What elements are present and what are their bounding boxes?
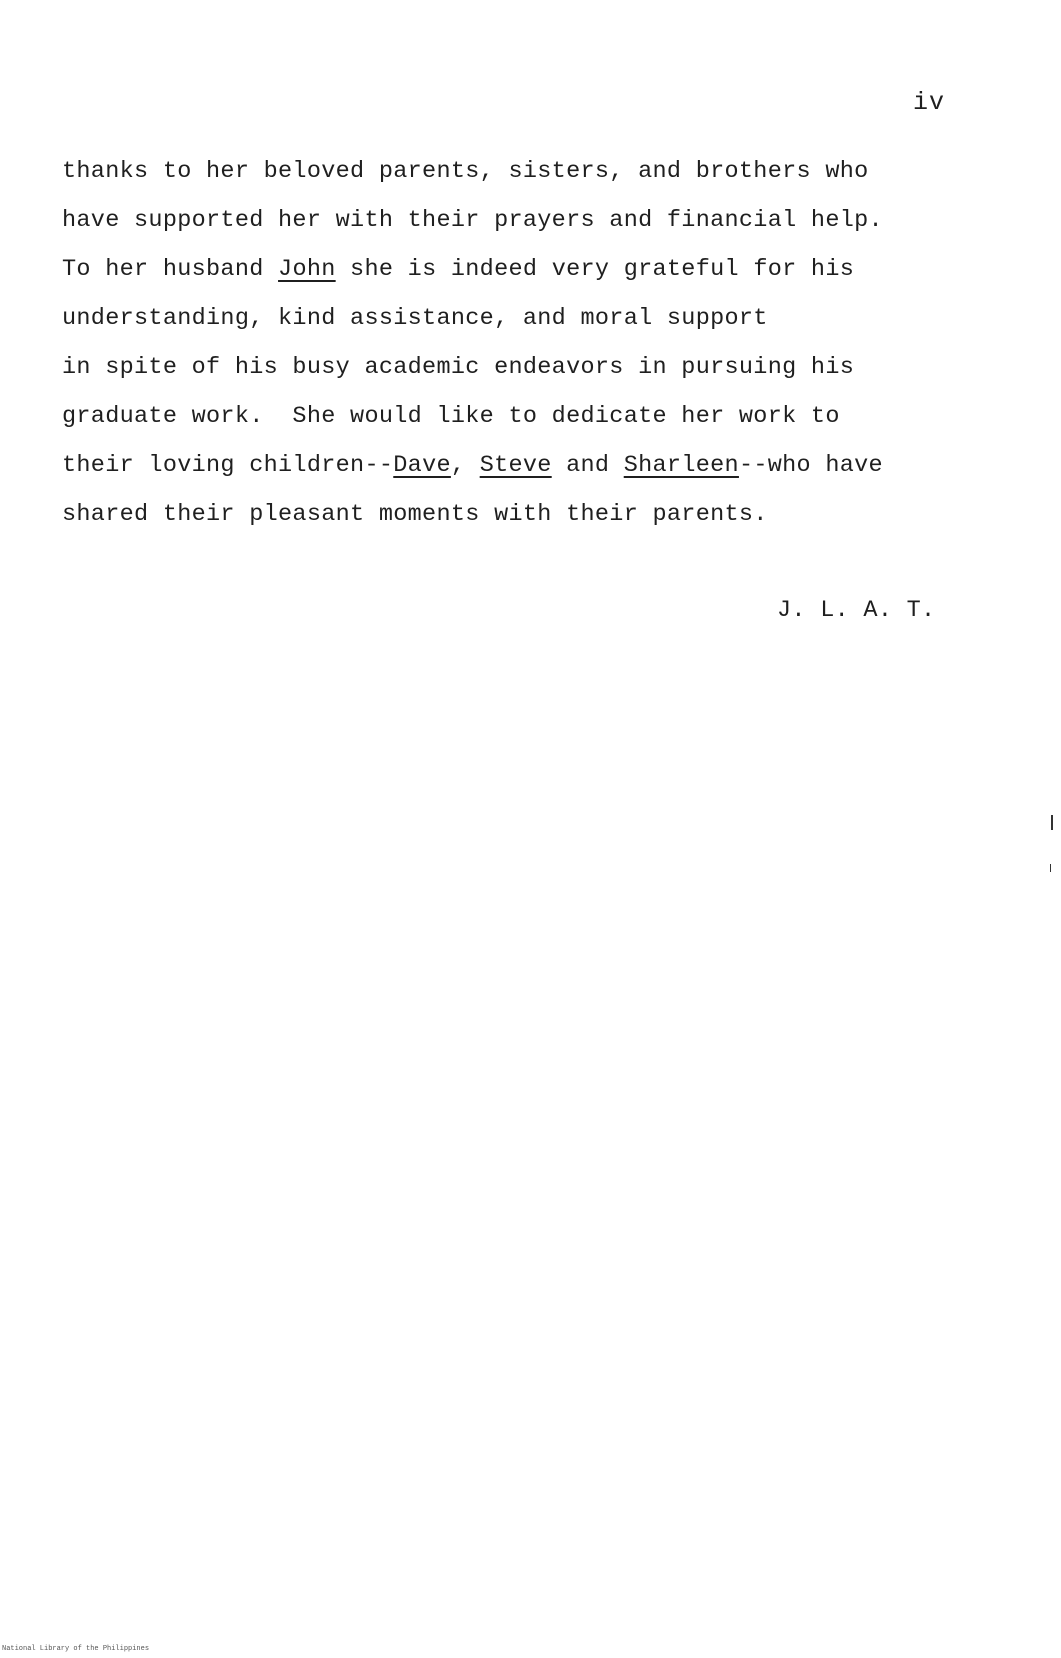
underlined-name-steve: Steve [479, 452, 552, 479]
text-line-2: have supported her with their prayers and financial help. [62, 207, 883, 234]
text-line-4: understanding, kind assistance, and moral support [62, 305, 768, 332]
text-segment: she is indeed very grateful for his [335, 256, 855, 283]
text-line-6: graduate work. She would like to dedicate her work to [62, 403, 840, 430]
text-line-7 [62, 454, 883, 478]
underlined-name-dave: Dave [393, 452, 451, 479]
text-line-5: in spite of his busy academic endeavors in pursuing his [62, 354, 855, 381]
scan-margin-mark [1051, 815, 1053, 830]
footer-note: National Library of the Philippines [2, 1645, 150, 1653]
text-line-8: shared their pleasant moments with their parents. [62, 501, 768, 528]
text-segment: , [450, 452, 480, 479]
underlined-name-sharleen: Sharleen [623, 452, 739, 479]
text-segment: and [551, 452, 624, 479]
text-segment: --who have [738, 452, 883, 479]
scan-margin-mark [1050, 864, 1051, 872]
text-segment: their loving children-- [62, 452, 394, 479]
text-segment: To her husband [62, 256, 279, 283]
page-number: iv [913, 88, 946, 117]
text-line-1: thanks to her beloved parents, sisters, and brothers who [62, 158, 869, 185]
underlined-name-john: John [278, 256, 336, 283]
text-line-3 [62, 258, 854, 282]
signature-initials: J. L. A. T. [777, 597, 936, 624]
